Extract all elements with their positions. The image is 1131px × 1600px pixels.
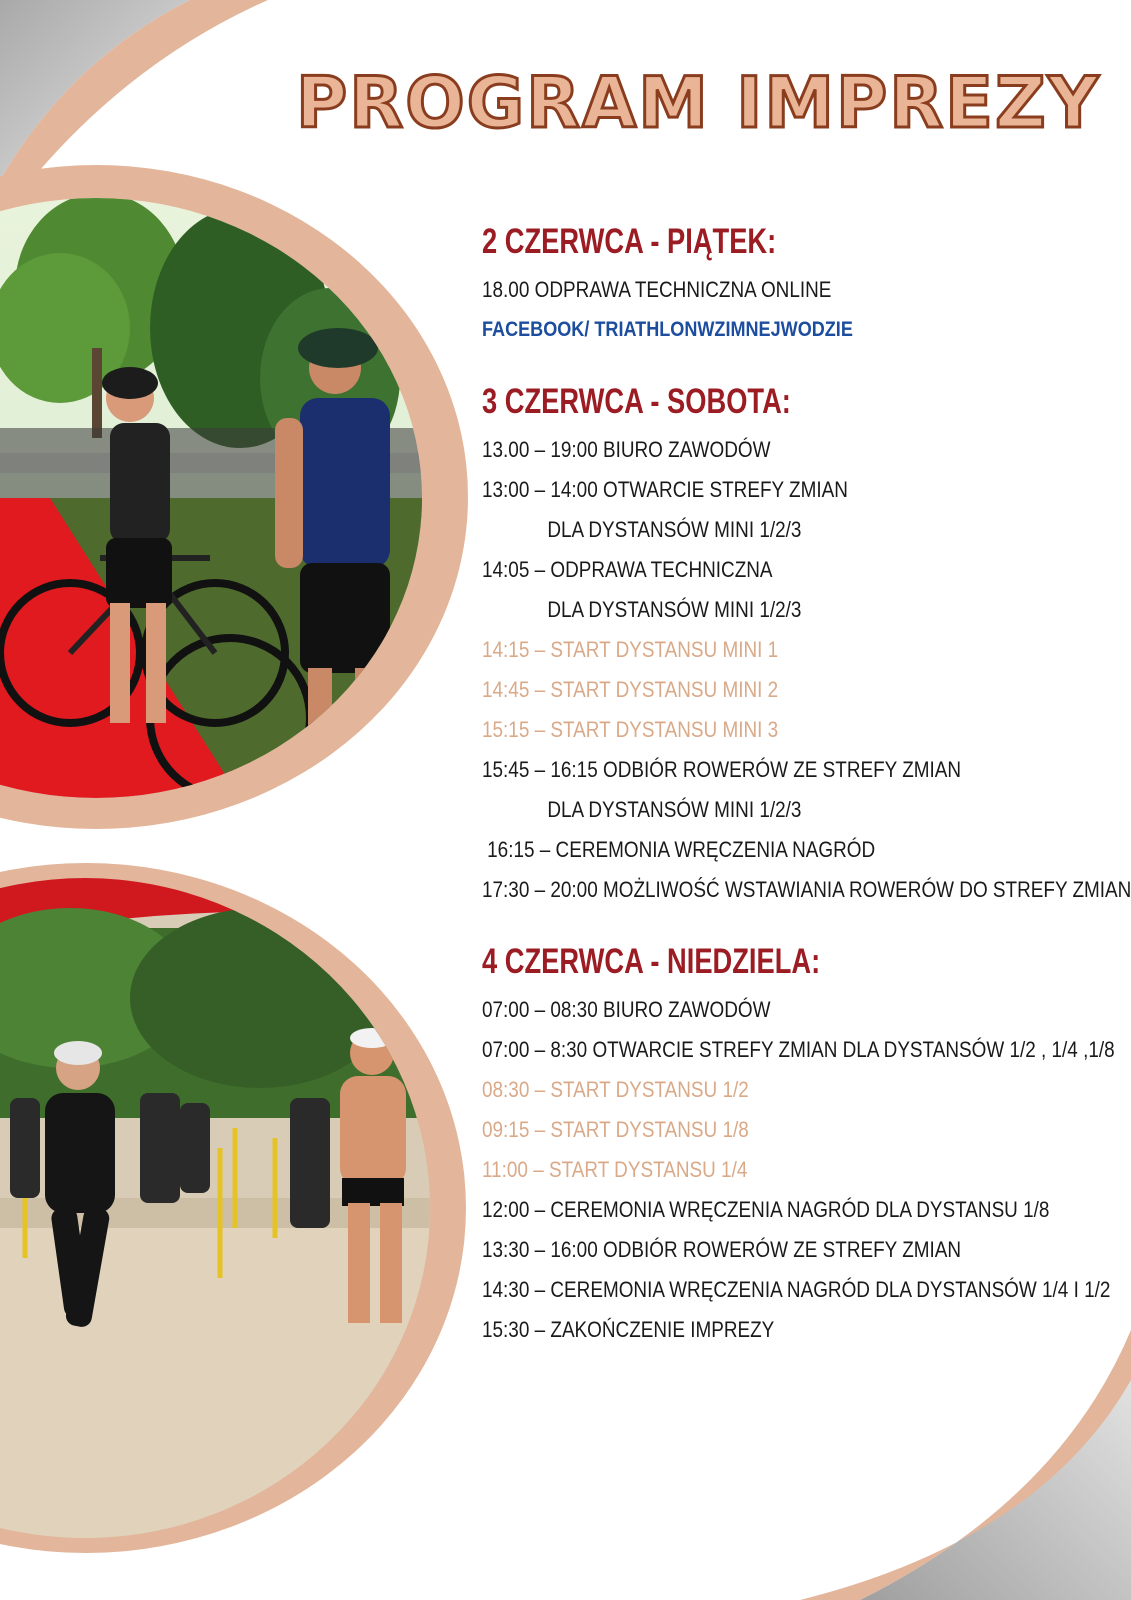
bottom-right-gray-swoosh bbox=[860, 1330, 1131, 1600]
day-section bbox=[482, 938, 1115, 1350]
schedule-entry: 15:30 – ZAKOŃCZENIE IMPREZY bbox=[482, 1317, 775, 1342]
schedule-entry: 15:45 – 16:15 ODBIÓR ROWERÓW ZE STREFY ZMIAN bbox=[482, 757, 962, 782]
schedule-entry: 17:30 – 20:00 MOŻLIWOŚĆ WSTAWIANIA ROWERÓW DO STREFY ZMIAN bbox=[482, 877, 1131, 902]
page-title: PROGRAM IMPREZY bbox=[296, 62, 1101, 144]
schedule-entry: 18.00 ODPRAWA TECHNICZNA ONLINE bbox=[482, 277, 832, 302]
day-section bbox=[482, 378, 1131, 910]
day-section bbox=[482, 218, 1102, 350]
day-spacer bbox=[482, 910, 1102, 938]
day-heading: 2 CZERWCA - PIĄTEK: bbox=[482, 222, 777, 261]
schedule-entry: 13:30 – 16:00 ODBIÓR ROWERÓW ZE STREFY ZMIAN bbox=[482, 1237, 962, 1262]
start-time-entry: 09:15 – START DYSTANSU 1/8 bbox=[482, 1117, 749, 1142]
schedule-entry: 12:00 – CEREMONIA WRĘCZENIA NAGRÓD DLA DYSTANSU 1/8 bbox=[482, 1197, 1050, 1222]
schedule bbox=[482, 218, 1131, 1350]
day-heading: 4 CZERWCA - NIEDZIELA: bbox=[482, 942, 821, 981]
facebook-link[interactable]: FACEBOOK/ TRIATHLONWZIMNEJWODZIE bbox=[482, 318, 853, 341]
start-time-entry: 08:30 – START DYSTANSU 1/2 bbox=[482, 1077, 749, 1102]
start-time-entry: 11:00 – START DYSTANSU 1/4 bbox=[482, 1157, 748, 1182]
schedule-entry: 07:00 – 08:30 BIURO ZAWODÓW bbox=[482, 997, 771, 1022]
schedule-entry: DLA DYSTANSÓW MINI 1/2/3 bbox=[547, 797, 802, 822]
schedule-entry: 14:05 – ODPRAWA TECHNICZNA bbox=[482, 557, 773, 582]
schedule-entry: DLA DYSTANSÓW MINI 1/2/3 bbox=[547, 517, 802, 542]
start-time-entry: 14:15 – START DYSTANSU MINI 1 bbox=[482, 637, 779, 662]
day-spacer bbox=[482, 350, 1102, 378]
day-heading: 3 CZERWCA - SOBOTA: bbox=[482, 382, 791, 421]
schedule-entry: 16:15 – CEREMONIA WRĘCZENIA NAGRÓD bbox=[487, 837, 876, 862]
schedule-entry: 14:30 – CEREMONIA WRĘCZENIA NAGRÓD DLA DYSTANSÓW 1/4 I 1/2 bbox=[482, 1277, 1111, 1302]
schedule-entry: 13.00 – 19:00 BIURO ZAWODÓW bbox=[482, 437, 771, 462]
start-time-entry: 14:45 – START DYSTANSU MINI 2 bbox=[482, 677, 779, 702]
start-time-entry: 15:15 – START DYSTANSU MINI 3 bbox=[482, 717, 779, 742]
schedule-entry: 07:00 – 8:30 OTWARCIE STREFY ZMIAN DLA DYSTANSÓW 1/2 , 1/4 ,1/8 bbox=[482, 1037, 1115, 1062]
schedule-entry: 13:00 – 14:00 OTWARCIE STREFY ZMIAN bbox=[482, 477, 848, 502]
schedule-entry: DLA DYSTANSÓW MINI 1/2/3 bbox=[547, 597, 802, 622]
